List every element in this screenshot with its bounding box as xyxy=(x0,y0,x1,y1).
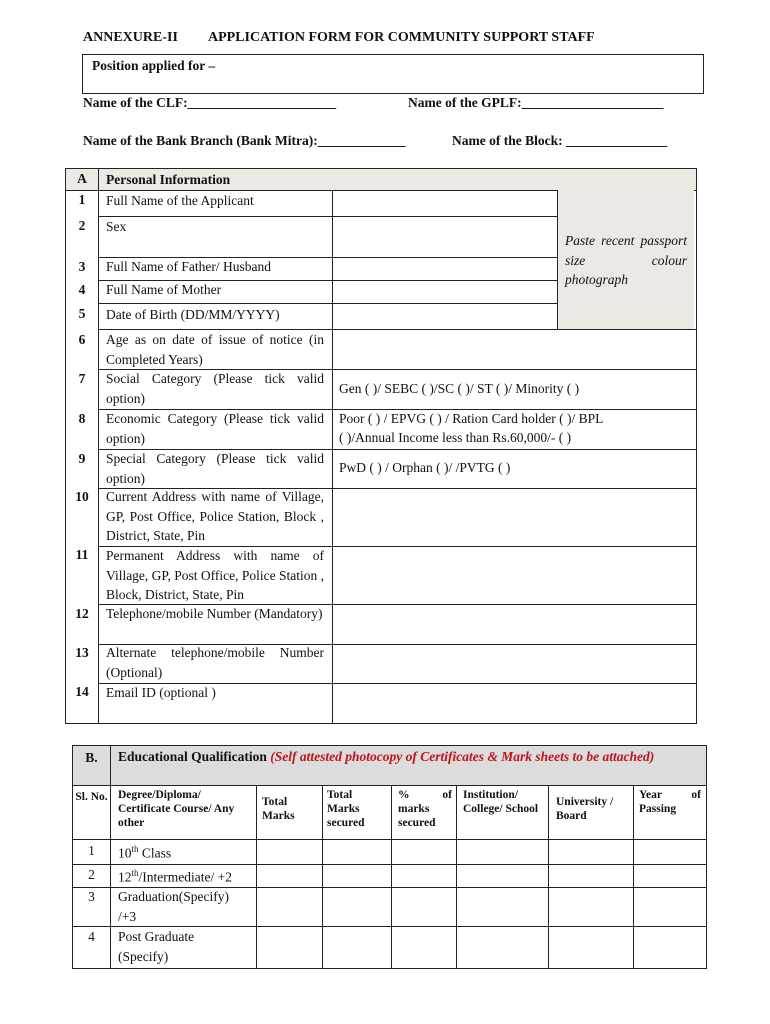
qualification-label: Post Graduate (Specify) xyxy=(118,929,195,964)
row-number: 14 xyxy=(75,684,89,699)
current-address-input[interactable] xyxy=(333,489,696,546)
block-name-field[interactable]: Name of the Block: _______________ xyxy=(452,133,668,148)
special-category-label: Special Category (Please tick valid option) xyxy=(106,451,324,486)
col-year: Year of Passing xyxy=(639,789,701,815)
social-category-label: Social Category (Please tick valid option) xyxy=(106,371,324,406)
applicant-name-label: Full Name of the Applicant xyxy=(106,193,254,208)
economic-category-options-line2[interactable]: ( )/Annual Income less than Rs.60,000/- ( ) xyxy=(339,430,572,445)
row-number: 5 xyxy=(78,306,86,321)
economic-category-label: Economic Category (Please tick valid option) xyxy=(106,411,324,446)
col-total-marks: Total Marks xyxy=(262,796,295,822)
bank-branch-field[interactable]: Name of the Bank Branch (Bank Mitra):_____________ xyxy=(83,133,406,148)
col-university: University / Board xyxy=(556,796,614,822)
row-number: 10 xyxy=(75,489,89,504)
row-number: 2 xyxy=(78,218,86,233)
gplf-name-field[interactable]: Name of the GPLF:_____________________ xyxy=(408,95,664,110)
alt-mobile-input[interactable] xyxy=(333,645,696,683)
row-number: 1 xyxy=(88,843,95,858)
qualification-label: 10th Class xyxy=(118,844,172,861)
section-b-heading xyxy=(118,749,700,766)
divider xyxy=(110,746,111,968)
father-husband-name-input[interactable] xyxy=(333,258,557,280)
mother-name-input[interactable] xyxy=(333,281,557,303)
position-applied-label: Position applied for – xyxy=(92,58,216,73)
photo-box[interactable] xyxy=(558,190,694,329)
row-number: 6 xyxy=(78,332,86,347)
row-2-inputs[interactable] xyxy=(257,865,706,887)
col-institution: Institution/ College/ School xyxy=(463,789,539,815)
email-label: Email ID (optional ) xyxy=(106,685,216,700)
dob-label: Date of Birth (DD/MM/YYYY) xyxy=(106,307,280,322)
row-number: 3 xyxy=(78,259,86,274)
alt-mobile-label: Alternate telephone/mobile Number (Optional) xyxy=(106,645,324,680)
qualification-label: 12th/Intermediate/ +2 xyxy=(118,868,232,885)
row-number: 9 xyxy=(78,451,86,466)
row-4-inputs[interactable] xyxy=(257,927,706,968)
mobile-input[interactable] xyxy=(333,605,696,644)
row-3-inputs[interactable] xyxy=(257,888,706,926)
section-b-letter: B. xyxy=(85,750,98,765)
section-b-note: (Self attested photocopy of Certificates & Mark sheets to be attached) xyxy=(270,749,655,764)
economic-category-options[interactable]: Poor ( ) / EPVG ( ) / Ration Card holder ( )/ BPL xyxy=(339,411,604,426)
age-input[interactable] xyxy=(333,330,696,369)
father-husband-name-label: Full Name of Father/ Husband xyxy=(106,259,271,274)
col-percent: % of marks secured xyxy=(398,789,452,829)
divider xyxy=(73,785,706,786)
dob-input[interactable] xyxy=(333,304,557,329)
permanent-address-input[interactable] xyxy=(333,547,696,604)
age-label: Age as on date of issue of notice (in Completed Years) xyxy=(106,332,324,367)
applicant-name-input[interactable] xyxy=(333,191,557,216)
row-number: 1 xyxy=(78,192,86,207)
row-number: 7 xyxy=(78,371,86,386)
personal-information-table xyxy=(65,168,697,724)
row-number: 2 xyxy=(88,867,95,882)
col-marks-secured: Total Marks secured xyxy=(327,789,365,829)
row-number: 11 xyxy=(75,547,89,562)
row-number: 13 xyxy=(75,645,89,660)
mother-name-label: Full Name of Mother xyxy=(106,282,222,297)
special-category-options[interactable]: PwD ( ) / Orphan ( )/ /PVTG ( ) xyxy=(339,460,511,475)
section-a-title: Personal Information xyxy=(106,172,231,187)
current-address-label: Current Address with name of Village, GP, Post Office, Police Station, Block , District, State, Pin xyxy=(106,489,324,543)
row-1-inputs[interactable] xyxy=(257,840,706,864)
position-applied-field[interactable] xyxy=(82,54,704,94)
annexure-label: ANNEXURE-II xyxy=(83,30,178,45)
sex-label: Sex xyxy=(106,219,127,234)
row-number: 8 xyxy=(78,411,86,426)
social-category-options[interactable]: Gen ( )/ SEBC ( )/SC ( )/ ST ( )/ Minority ( ) xyxy=(339,381,580,396)
row-number: 3 xyxy=(88,889,95,904)
section-a-letter: A xyxy=(77,171,87,186)
clf-name-field[interactable]: Name of the CLF:______________________ xyxy=(83,95,337,110)
col-degree: Degree/Diploma/ Certificate Course/ Any other xyxy=(118,789,235,829)
col-sl-no: Sl. No. xyxy=(75,791,108,803)
mobile-label: Telephone/mobile Number (Mandatory) xyxy=(106,606,323,621)
photo-instruction: Paste recent passport size colour photograph xyxy=(565,233,687,287)
row-number: 4 xyxy=(88,929,95,944)
sex-input[interactable] xyxy=(333,217,557,257)
form-title: APPLICATION FORM FOR COMMUNITY SUPPORT STAFF xyxy=(208,30,595,45)
divider xyxy=(98,169,99,723)
section-b-title: Educational Qualification xyxy=(118,749,267,764)
permanent-address-label: Permanent Address with name of Village, GP, Post Office, Police Station , Block, District, State, Pin xyxy=(106,548,324,602)
email-input[interactable] xyxy=(333,684,696,723)
row-number: 4 xyxy=(78,282,86,297)
educational-qualification-table xyxy=(72,745,707,969)
qualification-label: Graduation(Specify) /+3 xyxy=(118,889,229,924)
row-number: 12 xyxy=(75,606,89,621)
